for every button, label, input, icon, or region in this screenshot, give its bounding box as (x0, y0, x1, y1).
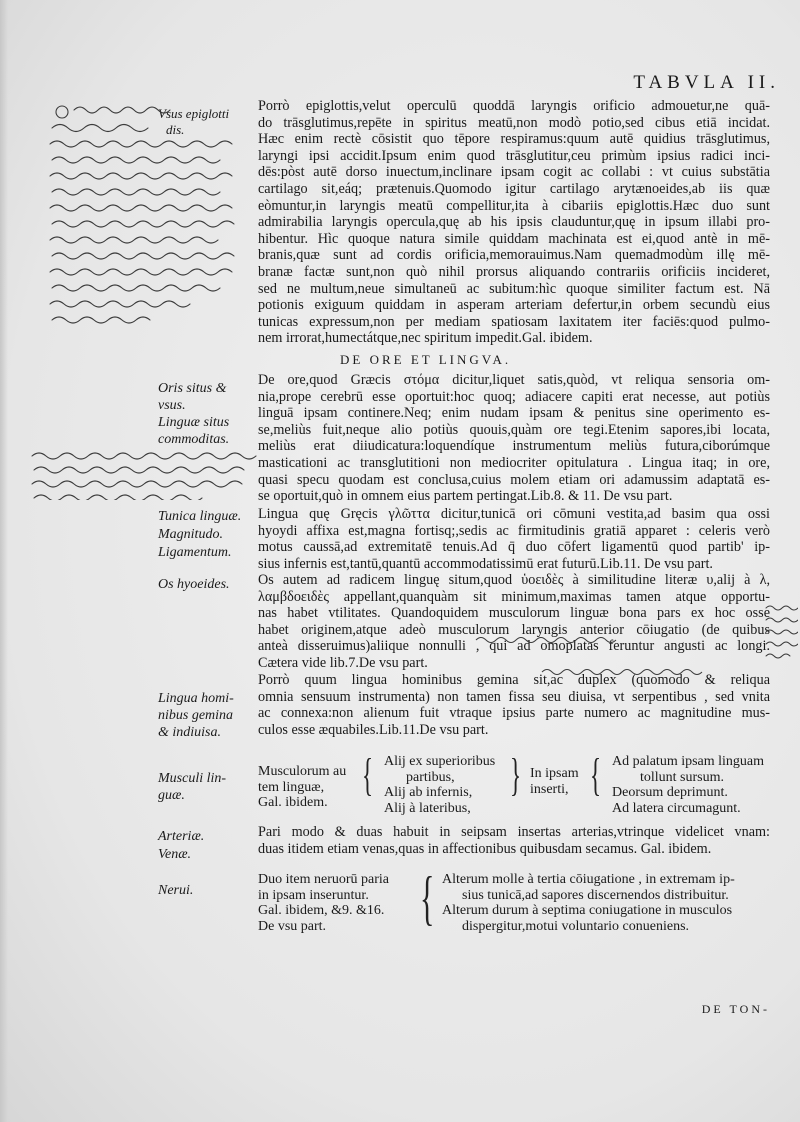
text-line: laryngi ipsi accidit.Ipsum enim quod trāsglutitur,ceu primùm ipsius radici inci- (258, 147, 770, 164)
catchword: DE TON- (701, 1002, 770, 1016)
text-line: duas itidem etiam venas,quas in affectionibus quibusdam secamus. Gal. ibidem. (258, 840, 712, 857)
handwritten-marginalia (28, 448, 268, 500)
muscle-insertion-line: In ipsam (530, 766, 579, 781)
tongue-paragraph (258, 506, 770, 572)
muscle-table-lead (258, 764, 346, 811)
margin-note-line: Vsus epiglotti (158, 106, 230, 121)
margin-note-line: & indiuisa. (158, 725, 222, 740)
text-line: Hæc enim rectè cōsistit quo tēpore respiramus:quum autē quidius trāsglutimus, (258, 131, 770, 148)
text-line: motus caussā,ad extremitatē tenuis.Ad q̄ duo cōfert ligamentū quod partib' ip- (258, 539, 770, 556)
margin-note-line: Musculi lin- (158, 771, 227, 786)
margin-note-line: commoditas. (158, 432, 230, 447)
muscle-action-line: Deorsum deprimunt. (612, 785, 728, 800)
mouth-paragraph (258, 372, 770, 505)
brace-icon: { (362, 749, 374, 800)
text-line: ac connexa:non alienum fuit vtraque ipsius parte numero ac magnitudine mus- (258, 705, 770, 722)
text-line: nas habet vtilitates. Quandoquidem musculorum linguæ bona pars ex hoc osse (258, 605, 770, 622)
text-line: sed ne multum,neue simultaneū ac subitum:hìc quoque similiter factum est. Nā (258, 280, 770, 297)
muscle-action-line: Ad palatum ipsam linguam (612, 754, 765, 769)
margin-note-muscles (158, 770, 226, 804)
text-line: De ore,quod Græcis στόμα dicitur,liquet satis,quòd, vt reliqua sensoria om- (258, 372, 770, 388)
text-line: Lingua quę Gręcis γλῶττα dicitur,tunicā ori cōmuni vestita,ad basim qua ossi (258, 506, 770, 522)
nerve-descriptions (442, 872, 735, 934)
text-line: Porrò epiglottis,velut operculū quoddā laryngis orificio admouetur,ne quā- (258, 98, 770, 114)
margin-note-line: nibus gemina (158, 708, 234, 723)
text-line: culos esse æquabiles.Lib.11.De vsu part. (258, 721, 489, 738)
text-line: eòmuntur,in laryngis meatū compellitur,ita à cibariis epiglottis.Hæc duo sunt (258, 197, 770, 214)
muscle-origins (384, 754, 495, 816)
text-line: se,meliùs fuit,neque alio potiùs quouis,quàm ore tegi.Etenim sapores,ibi locata, (258, 421, 770, 438)
muscle-actions (612, 754, 764, 816)
margin-note-line: vsus. (158, 398, 186, 413)
muscle-insertion (530, 766, 579, 797)
text-line: anteà disseruimus)aliique nonnulli , qui ad omoplatas feruntur angusti ac longi. (258, 638, 770, 655)
handwritten-marginalia (46, 98, 286, 348)
page-title: TABVLA II. (633, 72, 780, 93)
nerve-description-line: sius tunicā,ad sapores discernendos distribuitur. (462, 887, 729, 903)
text-line: cartilago sit,eáq; prætenuis.Quomodo igitur cartilago arytænoeides,ab iis quæ (258, 180, 770, 197)
text-line: potionis exiguum quiddam in asperam arteriam defertur,in orbem secundù eius (258, 297, 770, 314)
nerve-lead-line: De vsu part. (258, 918, 327, 934)
muscle-action-line: Ad latera circumagunt. (612, 800, 741, 816)
text-line: omnia sensuum instrumenta) non tamen fissa seu diuisa, vt serpentibus , sed vnita (258, 688, 770, 705)
margin-note-twin-tongue (158, 690, 234, 741)
margin-note-line: Lingua homi- (158, 691, 234, 706)
nerve-lead-line: Duo item neruorū paria (258, 872, 390, 887)
text-line: λαμβδοειδὲς appellant,quanquàm sit minimum,maximas tamen atque opportu- (258, 588, 770, 605)
nerve-description-line: dispergitur,motui voluntario conueniens. (462, 918, 690, 934)
text-line: hyoydi affixa est,magna fortisq;,sedis ac firmitudinis gratiā apparet : celeris verò (258, 522, 770, 539)
brace-icon: } (510, 749, 522, 800)
margin-note-nerves: Nerui. (158, 883, 194, 898)
margin-note-tunic: Tunica linguæ. (158, 509, 242, 524)
text-line: sius infernis est,tantū,quantū accommodatissimū erat futurū.Lib.11. De vsu part. (258, 555, 713, 572)
text-line: Porrò quum lingua hominibus gemina sit,ac duplex (quomodo & reliqua (258, 672, 770, 688)
margin-note-mouth (158, 380, 226, 414)
nerve-lead-line: in ipsam inseruntur. (258, 887, 369, 903)
text-line: Os autem ad radicem linguę situm,quod ὑοειδὲς à similitudine literæ υ,alij à λ, (258, 572, 770, 588)
epiglottis-paragraph (258, 98, 770, 347)
muscle-lead-line: Musculorum au (258, 764, 347, 779)
text-line: Cætera vide lib.7.De vsu part. (258, 654, 428, 671)
text-line: dēs:pòst autē dorso inuectum,inclinare ipsam cogit ac collabi : vt cuius substātia (258, 164, 770, 181)
text-line: quasi specu quodam est conclusa,cuius molem etiam ori adamussim adaptatā es- (258, 471, 770, 488)
text-line: linguā ipsam continere.Neq; enim nudam ipsam & penitus sine operimento es- (258, 405, 770, 422)
text-line: meliùs erat diiudicatura:loquendíque instrumentum meliùs futura,ciborúmque (258, 438, 770, 455)
margin-note-arteries: Arteriæ. (158, 829, 205, 844)
text-line: habet originem,atque adeò musculorum laryngis anterior cōiugatio (de quibus (258, 621, 770, 638)
muscle-origin-line: partibus, (406, 769, 455, 785)
margin-note-size: Magnitudo. (158, 527, 223, 542)
muscle-lead-line: tem linguæ, (258, 779, 325, 795)
text-line: tunicas expressum,non per mediam spatiosam laxitatem iter faciēs:quod pulmo- (258, 313, 770, 330)
handwritten-interlinear-note (474, 632, 624, 646)
text-line: do trāsglutimus,repēte in spiritus meatū,non modò potio,sed cibus etiā incidat. (258, 114, 770, 131)
margin-note-tongue-position (158, 414, 229, 448)
brace-icon: { (590, 749, 602, 800)
arteries-paragraph (258, 824, 770, 857)
muscle-action-line: tollunt sursum. (640, 769, 725, 785)
margin-note-ligament: Ligamentum. (158, 545, 232, 560)
text-line: hibentur. Hìc quoque natura simile quiddam machinata est ei,quod antè in mē- (258, 230, 770, 247)
nerve-lead-line: Gal. ibidem, &9. &16. (258, 903, 385, 918)
muscle-origin-line: Alij ex superioribus (384, 754, 496, 769)
muscle-lead-line: Gal. ibidem. (258, 795, 328, 810)
margin-note-line: Linguæ situs (158, 415, 230, 430)
margin-note-line: dis. (166, 122, 185, 137)
text-line: masticationi ac transglutitioni non mediocriter opitulatura . Lingua itaq; in ore, (258, 454, 770, 471)
handwritten-interlinear-note (540, 664, 710, 678)
nerve-description-line: Alterum durum à septima coniugatione in musculos (442, 903, 733, 918)
nerve-description-line: Alterum molle à tertia cōiugatione , in extremam ip- (442, 872, 735, 887)
muscle-insertion-line: inserti, (530, 781, 569, 797)
margin-note-line: guæ. (158, 788, 185, 803)
margin-note-veins: Venæ. (158, 847, 192, 862)
muscle-origin-line: Alij à lateribus, (384, 800, 471, 816)
margin-note-line: Oris situs & (158, 381, 227, 396)
text-line: nem irrorat,humectátque,nec spiritum impedit.Gal. ibidem. (258, 330, 593, 347)
section-heading: DE ORE ET LINGVA. (340, 352, 512, 367)
text-line: branis,quæ sunt ad cordis orificia,memorauimus.Nam quemadmodùm illę mē- (258, 247, 770, 264)
text-line: Pari modo & duas habuit in seipsam insertas arterias,vtrinque videlicet vnam: (258, 824, 770, 840)
muscle-origin-line: Alij ab infernis, (384, 785, 473, 800)
handwritten-marginalia (764, 600, 798, 664)
text-line: branæ factæ sunt,non quò nihil prorsus aliquando contrariis orificiis incideret, (258, 263, 770, 280)
nerve-table-lead (258, 872, 389, 934)
brace-icon: { (420, 865, 435, 931)
text-line: se oportuit,quò in omnem eius partem pertingat.Lib.8. & 11. De vsu part. (258, 488, 673, 505)
text-line: nia,prope cerebrū esse oportuit:hoc quoq; adiacere capiti erat necesse, aut potiùs (258, 388, 770, 405)
twin-tongue-paragraph (258, 672, 770, 738)
margin-note-hyoid: Os hyoeides. (158, 577, 230, 592)
hyoid-paragraph (258, 572, 770, 672)
text-line: admirabilia laryngis opercula,quę ab his ipsis clauduntur,quę in ipsum illabi pro- (258, 214, 770, 231)
binding-shadow (0, 0, 8, 1122)
